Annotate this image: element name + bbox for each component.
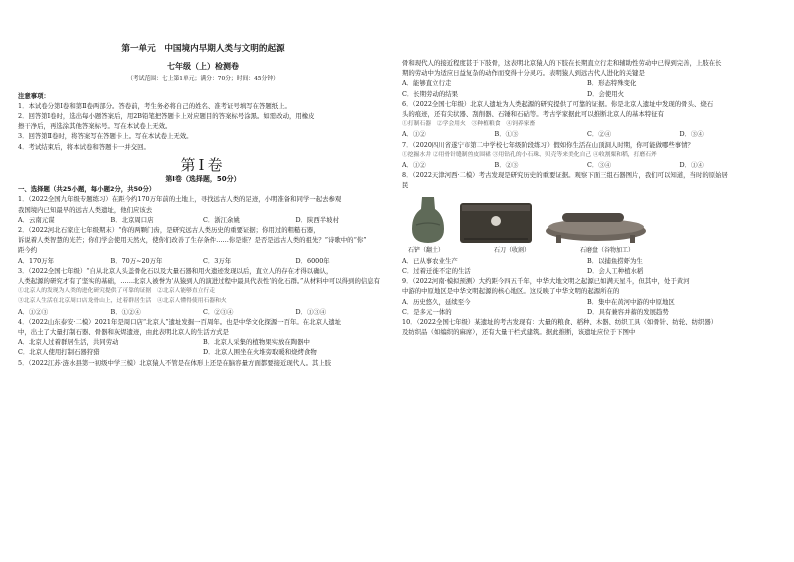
option-a[interactable]: A．170万年 [18,256,54,265]
question-text: 民 [402,181,409,190]
question-statement: ①打制石器 ②学会用火 ③种植粮食 ④饲养家畜 [402,121,536,128]
answer-options [402,266,772,276]
answer-options [402,256,772,266]
left-column [18,40,388,530]
question-text: 10．（2022全国七年级）某遗址的考古发现有：大量的粮食、稻种、木器、纺织工具（如骨针、纺轮、纺织器） [402,318,718,327]
caption-knife: 石刀（收割） [493,246,530,254]
option-a[interactable]: A．①② [402,161,426,170]
answer-options [402,297,772,307]
question-4 [18,317,388,358]
option-b[interactable]: B．北京周口店 [110,215,154,224]
option-c[interactable]: C．浙江余姚 [203,215,240,224]
question-2 [18,225,388,266]
answer-options [402,78,772,88]
option-b[interactable]: B．①③ [494,130,519,139]
option-a[interactable]: A．①② [402,130,426,139]
option-a[interactable]: A．已从事农业生产 [402,256,458,265]
option-a[interactable]: A．能够直立行走 [402,79,452,88]
question-statement: ①北京人的发现为人类的进化研究提供了可靠的证据 ②北京人能够直立行走 [18,288,216,295]
question-text: 5．（2022江苏·涟水县第一初级中学三模）北京猿人不管是在体形上还是在脑容量方面都要接近现代人。其上肢 [18,358,332,367]
grinding-slab-image [544,205,648,245]
answer-options [402,307,772,317]
option-a[interactable]: A．北京人过着群居生活，共同劳动 [18,338,119,347]
question-text: 距今约 [18,246,38,255]
question-5-continued [402,58,772,99]
question-9 [402,276,772,317]
section-intro: 一、选择题（共25小题，每小题2分，共50分） [18,185,156,194]
question-text: 9．（2022河南·模拟预测）大约距今四五千年，中华大地文明之起源已如满天星斗，但其中，处于黄河 [402,277,690,286]
question-8 [402,170,772,276]
caption-shovel: 石铲（翻土） [408,246,445,254]
answer-options [18,337,388,347]
question-6 [402,99,772,140]
exam-scope: （考试范围：七上第1单元；满分：70分；时间：45分钟） [127,76,279,83]
option-b[interactable]: B．集中在黄河中游的中原地区 [587,297,675,306]
stone-tool-images [408,193,772,245]
question-text: 2．（2022河北石家庄七年级期末）“你的两颗门齿，是研究远古人类历史的重要证据；你用过的粗糙石器， [18,226,320,235]
question-text: 7．（2020四川省遂宁市第二中学校七年级阶段练习）假如你生活在山顶洞人时期，你可能做哪些事情？ [402,140,694,149]
answer-options [402,160,772,170]
stone-knife-image [458,199,534,245]
question-3 [18,266,388,317]
option-b[interactable]: B．北京人采集的植物果实放在陶器中 [203,338,310,347]
question-text: 1．（2022全国九年级专题练习）在距今约170万年前的土地上，寻找远古人类的足迹，小明准备和同学一起去参观 [18,195,342,204]
answer-options [402,89,772,99]
unit-title: 第一单元 中国境内早期人类与文明的起源 [121,44,285,54]
answer-options [18,256,388,266]
option-d[interactable]: D．③④ [679,130,704,139]
option-b[interactable]: B．②③ [494,161,519,170]
notice-block [18,91,388,152]
question-7 [402,140,772,171]
option-d[interactable]: D．北京人围坐在火堆旁取暖和烧烤食物 [203,348,317,357]
answer-options [402,129,772,139]
question-text: 4．（2022山东泰安·二模）2021年是周口店“北京人”遗址发掘一百周年。也是中华文化探源一百年。在北京人遗址 [18,317,342,326]
notice-item: 擦干净后，再选涂其他答案标号。写在本试卷上无效。 [18,122,172,131]
question-statement: ①挖掘水井 ②用骨针缝制兽皮围裙 ③用钻孔的小石珠、贝壳等来美化自己 ④收割粟和稻，打磨石斧 [402,151,657,158]
option-c[interactable]: C．长期劳动的结果 [402,89,459,98]
notice-item: 4．考试结束后，将本试卷和答题卡一并交回。 [18,142,150,151]
right-column [402,58,772,548]
answer-options [18,215,388,225]
option-a[interactable]: A．历史悠久，延续至今 [402,297,471,306]
question-text: 6．（2022全国七年级）北京人遗址为人类起源的研究提供了可靠的证据。你是北京人遗址中发现的骨头、烧石 [402,99,714,108]
notice-item: 1．本试卷分第Ⅰ卷和第Ⅱ卷两部分。答卷前，考生务必将自己的姓名、准考证号填写在答题纸上。 [18,101,291,110]
option-a[interactable]: A．①②③ [18,307,49,316]
option-c[interactable]: C．3万年 [203,256,232,265]
question-text: 及纺织品（如编织的麻席），还有大量干栏式建筑。据此推断，该遗址应位于下图中 [402,328,636,337]
option-c[interactable]: C．③④ [587,161,612,170]
question-statement: ③北京人生活在北京周口店龙骨山上，过着群居生活 ④北京人懂得使用石器和火 [18,298,227,305]
question-text: 中，出土了大量打制石器、骨器和灰烬遗迹，由此表明北京人的生活方式是 [18,328,229,337]
option-d[interactable]: D．具有兼容并蓄的发展趋势 [587,307,669,316]
option-d[interactable]: D．会人工种植水稻 [587,267,644,276]
option-d[interactable]: D．6000年 [295,256,330,265]
question-5 [18,358,388,368]
option-c[interactable]: C．过着迁徙不定的生活 [402,267,471,276]
notice-item: 2．回答第Ⅰ卷时，选出每小题答案后，用2B铅笔把答题卡上对应题目的答案标号涂黑。如需改动，用橡皮 [18,112,315,121]
image-captions [408,246,772,256]
option-d[interactable]: D．①④ [679,161,704,170]
option-d[interactable]: D．①③④ [295,307,327,316]
question-1 [18,194,388,225]
option-c[interactable]: C．北京人使用打制石器狩猎 [18,348,100,357]
option-d[interactable]: D．陕西半坡村 [295,215,339,224]
option-b[interactable]: B．形态特殊变化 [587,79,637,88]
answer-options [18,347,388,357]
option-c[interactable]: C．是多元一体的 [402,307,452,316]
question-text: 头的痕迹，还有尖状器、刮削器、石锤和石砧等。考古学家据此可以推断北京人的基本特征有 [402,110,665,119]
answer-options [18,307,388,317]
option-c[interactable]: C．②④ [587,130,612,139]
question-text: 中游的中原地区是中华文明起源的核心地区。这反映了中华文明的起源所在的 [402,287,620,296]
question-text: 人类起源的研究才有了坚实的基础，……北京人被誉为‘从猿到人的演进过程中最具代表性’的化石群。”从材料中可以得到的信息有 [18,277,381,286]
option-b[interactable]: B．①②④ [110,307,141,316]
exam-title: 七年级（上）检测卷 [167,62,239,72]
question-text: 我国境内已知最早的远古人类遗址，他们应该去 [18,205,153,214]
option-a[interactable]: A．云南元谋 [18,215,55,224]
option-d[interactable]: D．会使用火 [587,89,625,98]
option-c[interactable]: C．②③④ [203,307,234,316]
part-one-title: 第Ⅰ卷 [180,155,226,174]
stone-shovel-image [408,195,448,245]
notice-item: 3．回答第Ⅱ卷时，将答案写在答题卡上。写在本试卷上无效。 [18,132,193,141]
question-text: 诉说着人类智慧的光芒；你们学会使用天然火，使你们改善了生存条件……你是谁？是否是远古人类的祖先？”诗歌中的“你” [18,236,367,245]
notice-heading: 注意事项： [18,91,50,100]
section-title: 第Ⅰ卷（选择题，50分） [165,175,241,184]
question-text: 8．（2022天津河西·二模）考古发现是研究历史的重要证据。观察下面三组石器图片，我们可以知道，当时的原始居 [402,171,728,180]
caption-grinding-slab: 石磨盘（谷物加工） [579,246,634,254]
question-10 [402,317,772,337]
option-b[interactable]: B．以捕鱼捞虾为生 [587,256,643,265]
question-text: 3．（2022全国七年级）“自从北京人头盖骨化石以及大量石器和用火遗迹发现以后，直立人的存在才得以确认， [18,266,333,275]
option-b[interactable]: B．70万~20万年 [110,256,163,265]
question-text: 期的劳动中为适应日益复杂的动作而变得十分灵巧。表明猿人到远古代人进化的关键是 [402,69,645,78]
question-text: 骨和现代人的接近程度甚于下肢骨，这表明北京猿人的下肢在长期直立行走和辅助性劳动中已得到完善，上肢在长 [402,59,722,67]
